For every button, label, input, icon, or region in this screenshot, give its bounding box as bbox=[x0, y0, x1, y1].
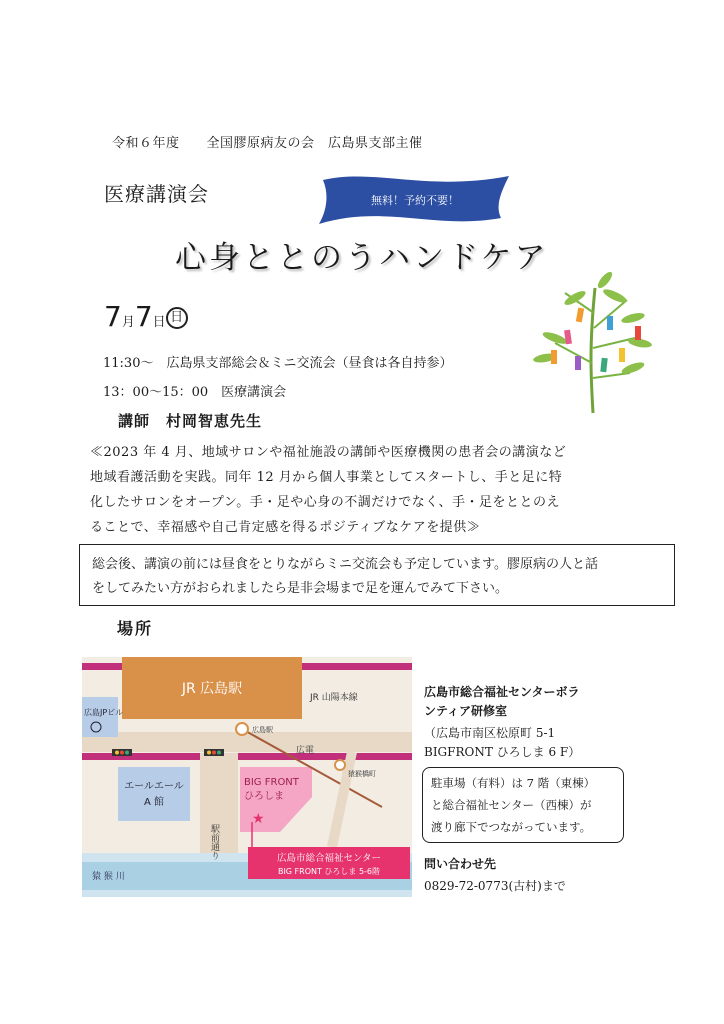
speaker-bio-line: ≪2023 年 4 月、地域サロンや福祉施設の講師や医療機関の患者会の講演など bbox=[90, 445, 567, 460]
map-streetcar-label: 広電 bbox=[296, 746, 315, 756]
date-day: 7 bbox=[134, 300, 153, 333]
contact-label: 問い合わせ先 bbox=[424, 857, 497, 871]
notice-box bbox=[79, 544, 675, 606]
speaker-name: 講師 村岡智恵先生 bbox=[118, 412, 263, 430]
speaker-bio-line: 化したサロンをオープン。手・足や心身の不調だけでなく、手・足をととのえ bbox=[90, 495, 561, 510]
venue-name-line: 広島市総合福祉センターボラ bbox=[424, 685, 580, 699]
notice-line: をしてみたい方がおられましたら是非会場まで足を運んでみて下さい。 bbox=[92, 581, 509, 596]
parking-line: 駐車場（有料）は 7 階（東棟） bbox=[431, 776, 596, 790]
speaker-bio-line: ることで、幸福感や自己肯定感を得るポジティブなケアを提供≫ bbox=[90, 520, 481, 535]
date-month-unit: 月 bbox=[121, 315, 135, 330]
venue-name-line: ンティア研修室 bbox=[424, 704, 508, 718]
contact-phone: 0829-72-0773(古村)まで bbox=[424, 879, 566, 893]
map-star-marker: ★ bbox=[252, 811, 265, 827]
date-day-unit: 日 bbox=[152, 315, 166, 330]
map-ale-label: エールエール bbox=[124, 781, 184, 792]
parking-line: と総合福祉センター（西棟）が bbox=[431, 798, 592, 812]
venue-address-line: BIGFRONT ひろしま 6 F） bbox=[424, 745, 581, 759]
notice-line: 総会後、講演の前には昼食をとりながらミニ交流会も予定しています。膠原病の人と話 bbox=[92, 557, 598, 572]
map-river-label: 猿 猴 川 bbox=[92, 872, 125, 882]
event-date bbox=[104, 300, 188, 333]
map-bigfront-label: ひろしま bbox=[244, 791, 284, 802]
map-ale-building bbox=[118, 767, 190, 821]
map-ekimae-small-label: 猿猴橋町 bbox=[348, 770, 376, 778]
venue-address bbox=[424, 724, 580, 762]
map-station-label: JR 広島駅 bbox=[181, 681, 243, 697]
badge-text: 無料！予約不要！ bbox=[371, 194, 459, 207]
traffic-light-icon bbox=[204, 749, 224, 756]
schedule-item: 11:30～ 広島県支部総会＆ミニ交流会（昼食は各自持参） bbox=[103, 356, 453, 371]
event-type: 医療講演会 bbox=[104, 182, 209, 206]
map-jp-label: 広島JPビル bbox=[84, 708, 124, 717]
parking-line: 渡り廊下でつながっています。 bbox=[431, 820, 592, 834]
main-title: 心身ととのうハンドケア bbox=[175, 240, 549, 276]
tanabata-tree-illustration bbox=[515, 268, 665, 418]
speaker-bio-line: 地域看護活動を実践。同年 12 月から個人事業としてスタートし、手と足に特 bbox=[90, 470, 563, 485]
venue-address-line: （広島市南区松原町 5-1 bbox=[424, 726, 556, 740]
schedule-item: 13：00～15：00 医療講演会 bbox=[103, 385, 287, 400]
venue-name bbox=[424, 683, 580, 721]
parking-info-box bbox=[422, 767, 624, 843]
date-month: 7 bbox=[104, 300, 122, 333]
venue-heading: 場所 bbox=[117, 619, 154, 638]
map-station-small-label: 広島駅 bbox=[252, 726, 273, 734]
venue-map bbox=[82, 657, 412, 897]
map-callout-line: BIG FRONT ひろしま 5-6階 bbox=[277, 867, 381, 876]
map-street-label: 駅前通り bbox=[209, 824, 219, 860]
map-line-label: JR 山陽本線 bbox=[310, 693, 358, 703]
organizer-line: 令和６年度 全国膠原病友の会 広島県支部主催 bbox=[112, 136, 423, 151]
free-badge bbox=[315, 170, 515, 226]
map-ale-label: A 館 bbox=[143, 797, 165, 808]
date-weekday: 日 bbox=[166, 307, 188, 329]
map-callout-line: 広島市総合福祉センター bbox=[276, 853, 382, 864]
traffic-light-icon bbox=[112, 749, 132, 756]
map-bigfront-label: BIG FRONT bbox=[244, 777, 299, 788]
map-jp-building bbox=[82, 697, 118, 737]
